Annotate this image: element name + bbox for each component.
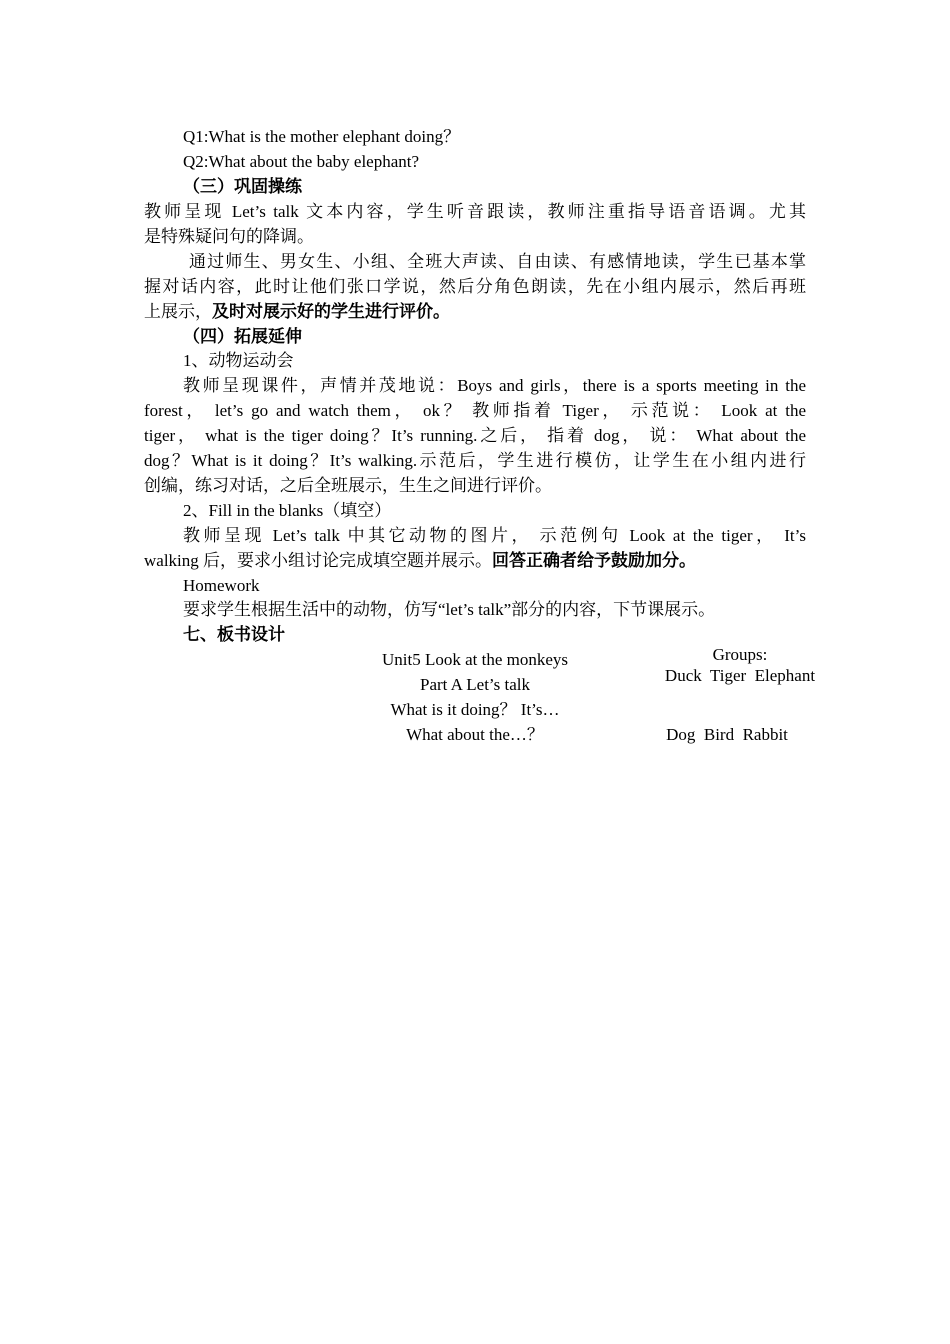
section-3-heading: （三）巩固操练 [183, 177, 302, 196]
para-2-line-3 [144, 302, 450, 322]
board-line-3: What is it doing？ It’s… [390, 700, 560, 719]
item-1-title: 1、动物运动会 [183, 351, 294, 370]
question-2: Q2:What about the baby elephant? [183, 152, 420, 171]
item-1-line-2: forest， let’s go and watch them， ok？ 教师指着 Tiger， 示范说： Look at the [144, 401, 806, 420]
board-line-4: What about the…？ [406, 725, 544, 744]
groups-label: Groups: [712, 645, 768, 664]
para-1-line-2: 是特殊疑问句的降调。 [144, 227, 314, 246]
item-1-line-4: dog？What is it doing？It’s walking.示范后，学生进行模仿，让学生在小组内进行 [144, 451, 806, 470]
question-1: Q1:What is the mother elephant doing？ [183, 127, 461, 146]
groups-row-2: Dog Bird Rabbit [666, 725, 788, 744]
board-line-1: Unit5 Look at the monkeys [381, 650, 569, 669]
groups-row-1: Duck Tiger Elephant [664, 666, 816, 685]
para-1-line-1: 教师呈现 Let’s talk 文本内容，学生听音跟读，教师注重指导语音语调。尤其 [144, 202, 806, 221]
item-1-line-1: 教师呈现课件，声情并茂地说：Boys and girls，there is a sports meeting in the [183, 376, 806, 395]
item-2-line-2-bold: 回答正确者给予鼓励加分。 [492, 551, 697, 570]
homework-text: 要求学生根据生活中的动物，仿写“let’s talk”部分的内容，下节课展示。 [183, 600, 716, 619]
section-4-heading: （四）拓展延伸 [183, 327, 302, 346]
item-2-line-1: 教师呈现 Let’s talk 中其它动物的图片， 示范例句 Look at the tiger， It’s [183, 526, 806, 545]
item-2-line-2-plain: walking 后，要求小组讨论完成填空题并展示。 [144, 551, 493, 570]
homework-title: Homework [183, 576, 260, 595]
para-2-line-2: 握对话内容，此时让他们张口学说，然后分角色朗读，先在小组内展示，然后再班 [144, 277, 806, 296]
item-2-title: 2、Fill in the blanks（填空） [183, 501, 392, 520]
board-line-2: Part A Let’s talk [419, 675, 531, 694]
para-2-line-3-bold: 及时对展示好的学生进行评价。 [212, 302, 450, 321]
item-2-line-2 [144, 551, 696, 571]
para-2-line-3-plain: 上展示， [144, 302, 212, 321]
para-2-line-1: 通过师生、男女生、小组、全班大声读、自由读、有感情地读，学生已基本掌 [189, 252, 806, 271]
item-1-line-5: 创编，练习对话，之后全班展示，生生之间进行评价。 [144, 476, 552, 495]
item-1-line-3: tiger， what is the tiger doing？It’s running.之后， 指着 dog， 说： What about the [144, 426, 806, 445]
section-7-heading: 七、板书设计 [183, 625, 285, 644]
